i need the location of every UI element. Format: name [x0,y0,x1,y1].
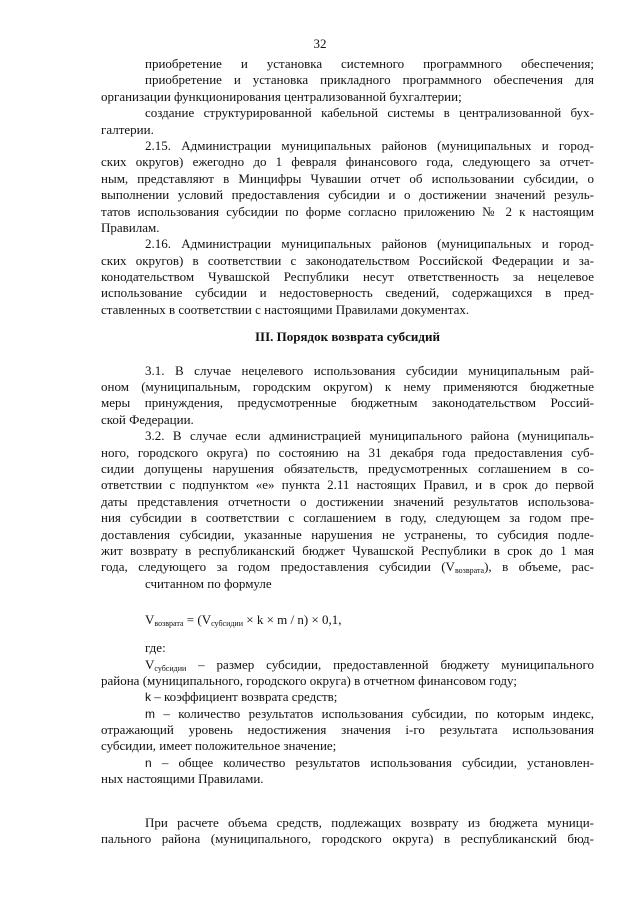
text-line: ских округов) в соответствии с законодательством Российской Федерации и за- [101,252,594,268]
text-line: Правилам. [101,219,160,235]
text-line: организации функционирования централизованной бухгалтерии; [101,88,462,104]
formula-symbol: k [145,690,151,705]
text-line: конодательством Чувашской Республики несут ответственность за нецелевое [101,269,594,285]
text-line: где: [145,640,166,656]
text-line: 2.15. Администрации муниципальных районов (муниципальных и город- [145,137,594,153]
text-line: оном (муниципальным, городским округом) к нему применяются бюджетные [101,379,594,395]
text-line: сидии допущены нарушения обязательств, предусмотренных соглашением в со- [101,460,594,476]
text-line: ния субсидии в соответствии с соглашением в году, следующем за годом пре- [101,510,594,526]
text-fragment: – коэффициент возврата средств; [151,689,338,705]
text-line: доставления субсидии, указанные нарушения не устранены, то субсидия подле- [101,526,594,542]
subscript: возврата [154,619,184,629]
text-fragment: ), в объеме, рас- [484,559,594,575]
text-fragment: – общее количество результатов использования субсидии, установлен- [151,754,594,770]
text-fragment: – количество результатов использования субсидии, по которым индекс, [155,705,594,721]
formula [101,610,594,630]
text-line: 3.1. В случае нецелевого использования субсидии муниципальным рай- [145,362,594,378]
text-fragment: – размер субсидии, предоставленной бюджету муниципального [186,656,594,672]
text-line: жит возврату в республиканский бюджет Чувашской Республики в срок до 1 мая [101,542,594,558]
text-line: отражающий уровень недостижения значения i-го результата использования [101,722,594,738]
formula-symbol: V [145,656,155,672]
text-line [101,559,594,575]
subscript: субсидии [154,663,187,673]
text-line: ских округов) ежегодно до 1 февраля финансового года, следующего за отчет- [101,154,594,170]
text-line: пального района (муниципального, городского округа) в республиканский бюд- [101,831,594,847]
text-line: использование субсидии и недостоверность сведений, содержащихся в пред- [101,285,594,301]
text-line: 2.16. Администрации муниципальных районов (муниципальных и город- [145,236,594,252]
text-line [101,755,594,771]
page-number: 32 [313,36,327,51]
text-line: ской Федерации. [101,411,194,427]
text-line: ных настоящими Правилами. [101,771,264,787]
text-line: создание структурированной кабельной системы в централизованной бух- [145,105,594,121]
text-line [101,706,594,722]
text-line [101,657,594,673]
formula-symbol: V [145,612,155,628]
text-line: 3.2. В случае если администрацией муниципального района (муниципаль- [145,428,594,444]
document-page [101,56,594,847]
text-line: ответствии с подпунктом «е» пункта 2.11 настоящих Правил, и в срок до первой [101,477,594,493]
section-heading: III. Порядок возврата субсидий [255,329,440,345]
subscript: субсидии [211,619,243,629]
text-line: ным, представляют в Минцифры Чувашии отчет об использовании субсидии, о [101,170,594,186]
text-line: ного, городского округа) по состоянию на 31 декабря года предоставления суб- [101,444,594,460]
formula-text: × k × m / n) × 0,1, [242,612,342,628]
text-line: приобретение и установка системного программного обеспечения; [145,56,594,71]
text-line: субсидии, имеет положительное значение; [101,738,337,754]
text-line: ставленных в соответствии с настоящими Правилами документах. [101,301,470,317]
text-line: приобретение и установка прикладного программного обеспечения для [145,72,594,88]
text-line: даты представления отчетности о достижении значений результатов использова- [101,493,594,509]
text-line: татов использования субсидии по форме согласно приложению № 2 к настоящим [101,203,594,219]
text-fragment: года, следующего за годом предоставления субсидии (V [101,559,455,575]
text-line: При расчете объема средств, подлежащих возврату из бюджета муници- [145,814,594,830]
subscript: возврата [454,566,485,576]
text-line [101,689,594,705]
formula-symbol: m [145,706,155,721]
formula-text: = (V [183,612,212,628]
text-line: выполнении условий предоставления субсидии и о достижении значений резуль- [101,187,594,203]
text-line: считанном по формуле [145,575,272,591]
formula-symbol: n [145,755,152,770]
text-line: галтерии. [101,121,154,137]
text-line: района (муниципального, городского округа) в отчетном финансовом году; [101,672,517,688]
text-line: меры принуждения, предусмотренные бюджетным законодательством Россий- [101,395,594,411]
